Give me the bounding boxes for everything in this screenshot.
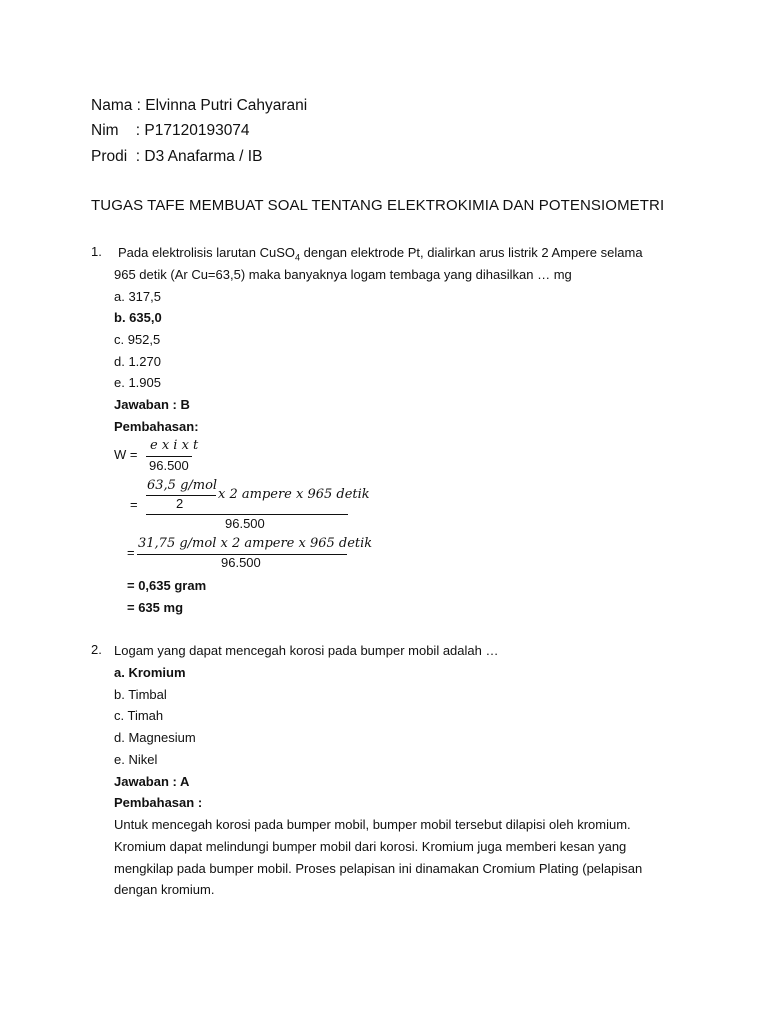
q2-discussion-line-4: dengan kromium. [114,882,215,897]
formula-w-label: W = [114,447,138,462]
question-1-number: 1. [91,244,102,259]
q1-result-mg: = 635 mg [127,600,184,615]
formula-3-equals: = [127,545,135,560]
q1-answer: Jawaban : B [114,397,190,412]
q2-discussion-line-2: Kromium dapat melindungi bumper mobil dari korosi. Kromium juga memberi kesan yang [114,839,627,854]
q2-discussion-label: Pembahasan : [114,795,203,810]
assignment-title: TUGAS TAFE MEMBUAT SOAL TENTANG ELEKTROKIMIA DAN POTENSIOMETRI [91,197,665,214]
formula-3-numerator: 31,75 g/mol x 2 ampere x 965 detik [138,536,373,551]
formula-1-fraction-bar [146,456,192,457]
question-1-line-1 [118,244,643,267]
formula-3-denominator: 96.500 [221,555,261,570]
q2-option-e: e. Nikel [114,752,158,767]
question-1-subscript: 4 [295,252,301,263]
question-1-text-b: dengan elektrode Pt, dialirkan arus listrik 2 Ampere selama [300,245,643,260]
formula-1-numerator: e x i x t [150,438,199,453]
q2-discussion-line-1: Untuk mencegah korosi pada bumper mobil, bumper mobil tersebut dilapisi oleh kromium. [114,817,631,832]
q1-option-d: d. 1.270 [114,354,161,369]
question-2-number: 2. [91,642,102,657]
student-nim: Nim : P17120193074 [91,122,250,139]
formula-2-rest: x 2 ampere x 965 detik [218,487,370,502]
formula-2-equals: = [130,497,138,512]
q2-option-a: a. Kromium [114,665,186,680]
q2-discussion-line-3: mengkilap pada bumper mobil. Proses pelapisan ini dinamakan Cromium Plating (pelapisan [114,861,643,876]
q2-answer: Jawaban : A [114,774,190,789]
formula-2-fraction-bar [146,514,348,515]
q2-option-b: b. Timbal [114,687,167,702]
q1-option-a: a. 317,5 [114,289,161,304]
student-prodi: Prodi : D3 Anafarma / IB [91,148,263,165]
formula-1-denominator: 96.500 [149,458,189,473]
student-name: Nama : Elvinna Putri Cahyarani [91,97,308,114]
q2-option-c: c. Timah [114,708,164,723]
question-1-line-2: 965 detik (Ar Cu=63,5) maka banyaknya logam tembaga yang dihasilkan … mg [114,267,572,282]
formula-2-denominator: 96.500 [225,516,265,531]
question-1-text-a: Pada elektrolisis larutan CuSO [118,245,296,260]
formula-2-inner-numerator: 63,5 g/mol [147,478,218,493]
q1-discussion-label: Pembahasan: [114,419,199,434]
q1-result-gram: = 0,635 gram [127,578,207,593]
q2-option-d: d. Magnesium [114,730,196,745]
q1-option-c: c. 952,5 [114,332,161,347]
q1-option-b: b. 635,0 [114,310,162,325]
question-2-text: Logam yang dapat mencegah korosi pada bumper mobil adalah … [114,643,499,658]
formula-2-inner-denominator: 2 [176,496,184,511]
q1-option-e: e. 1.905 [114,375,161,390]
